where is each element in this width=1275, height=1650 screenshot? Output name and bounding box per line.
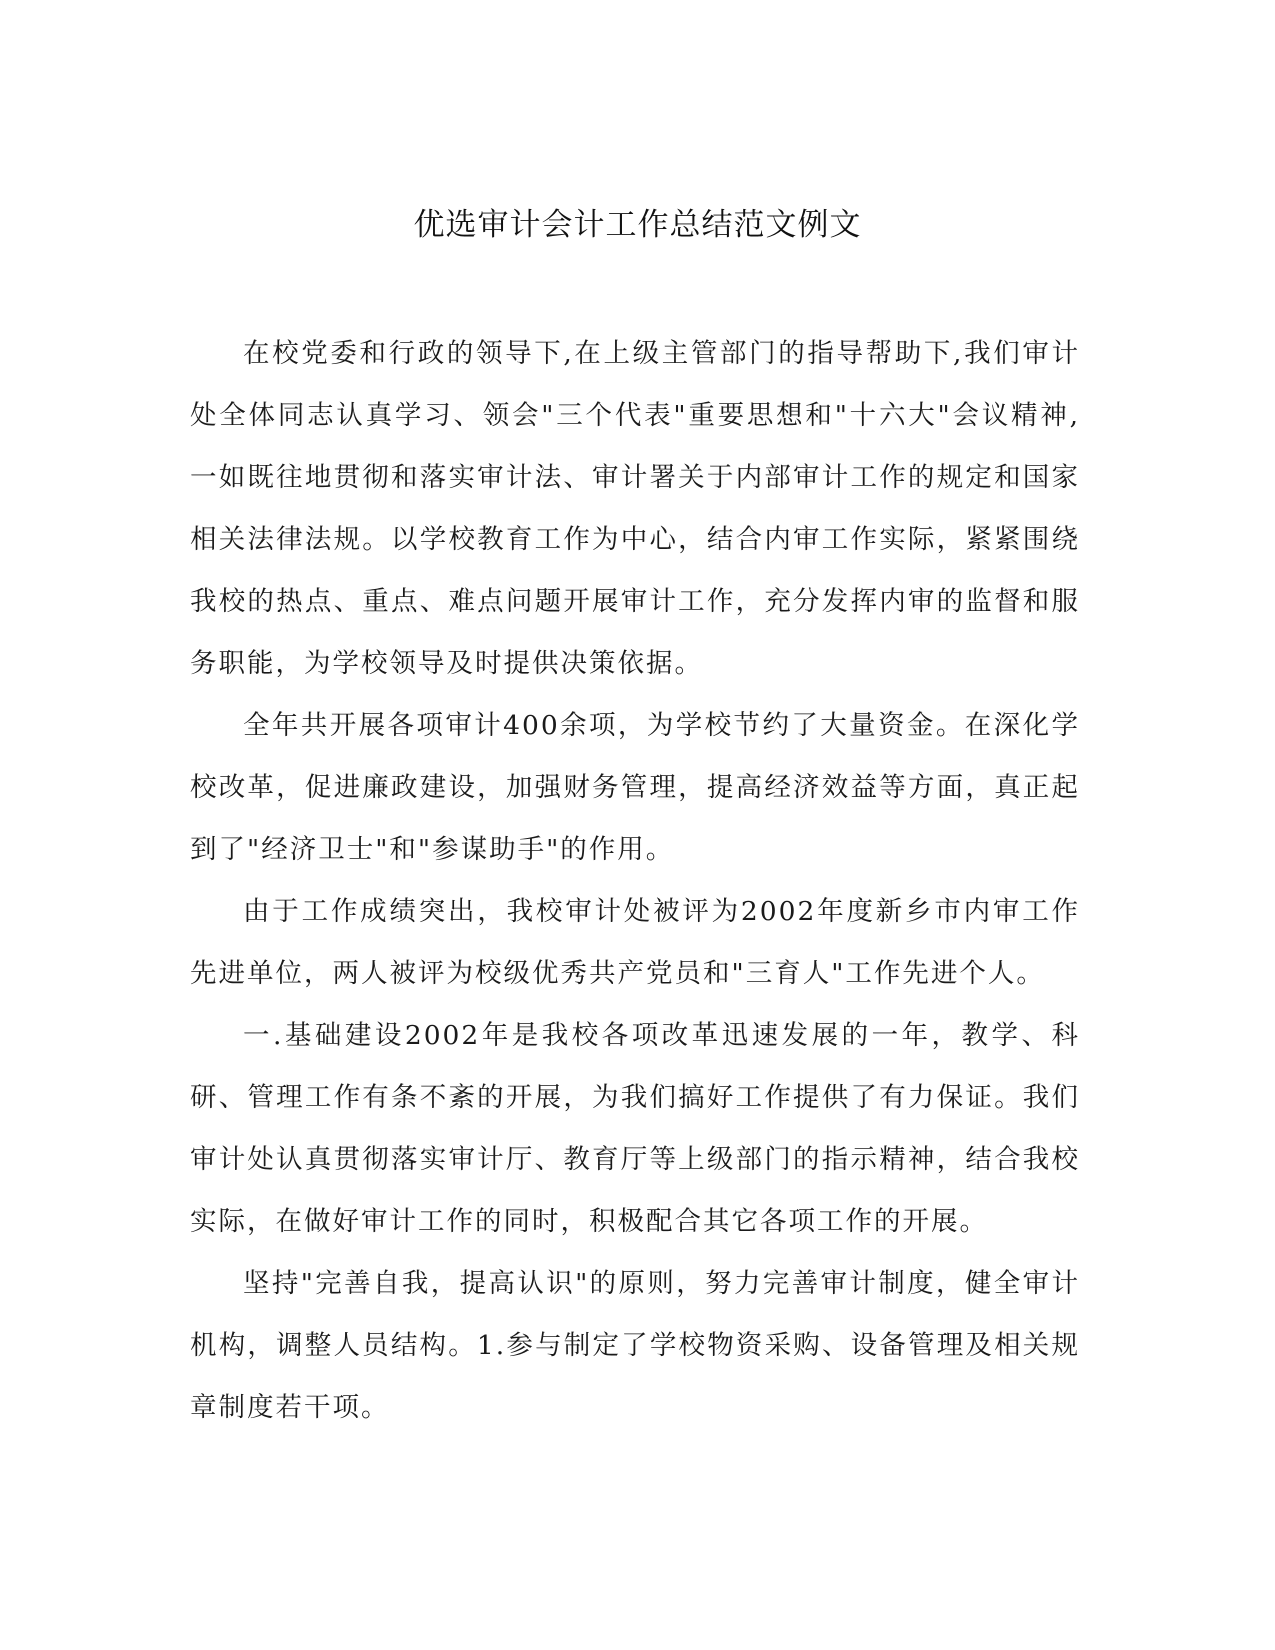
paragraph-5: 坚持"完善自我，提高认识"的原则，努力完善审计制度，健全审计机构，调整人员结构。1.参与制定了学校物资采购、设备管理及相关规章制度若干项。: [190, 1268, 1080, 1423]
paragraph-4: 一.基础建设2002年是我校各项改革迅速发展的一年，教学、科研、管理工作有条不紊的开展，为我们搞好工作提供了有力保证。我们审计处认真贯彻落实审计厅、教育厅等上级部门的指示精神，结合我校实际，在做好审计工作的同时，积极配合其它各项工作的开展。: [190, 1020, 1080, 1237]
paragraph-1: 在校党委和行政的领导下,在上级主管部门的指导帮助下,我们审计处全体同志认真学习、领会"三个代表"重要思想和"十六大"会议精神,一如既往地贯彻和落实审计法、审计署关于内部审计工作的规定和国家相关法律法规。以学校教育工作为中心，结合内审工作实际，紧紧围绕我校的热点、重点、难点问题开展审计工作，充分发挥内审的监督和服务职能，为学校领导及时提供决策依据。: [190, 338, 1080, 679]
document-body: [190, 323, 1080, 1439]
paragraph-3: 由于工作成绩突出，我校审计处被评为2002年度新乡市内审工作先进单位，两人被评为校级优秀共产党员和"三育人"工作先进个人。: [190, 896, 1080, 989]
paragraph-2: 全年共开展各项审计400余项，为学校节约了大量资金。在深化学校改革，促进廉政建设，加强财务管理，提高经济效益等方面，真正起到了"经济卫士"和"参谋助手"的作用。: [190, 710, 1080, 865]
document-title: 优选审计会计工作总结范文例文: [413, 207, 862, 243]
